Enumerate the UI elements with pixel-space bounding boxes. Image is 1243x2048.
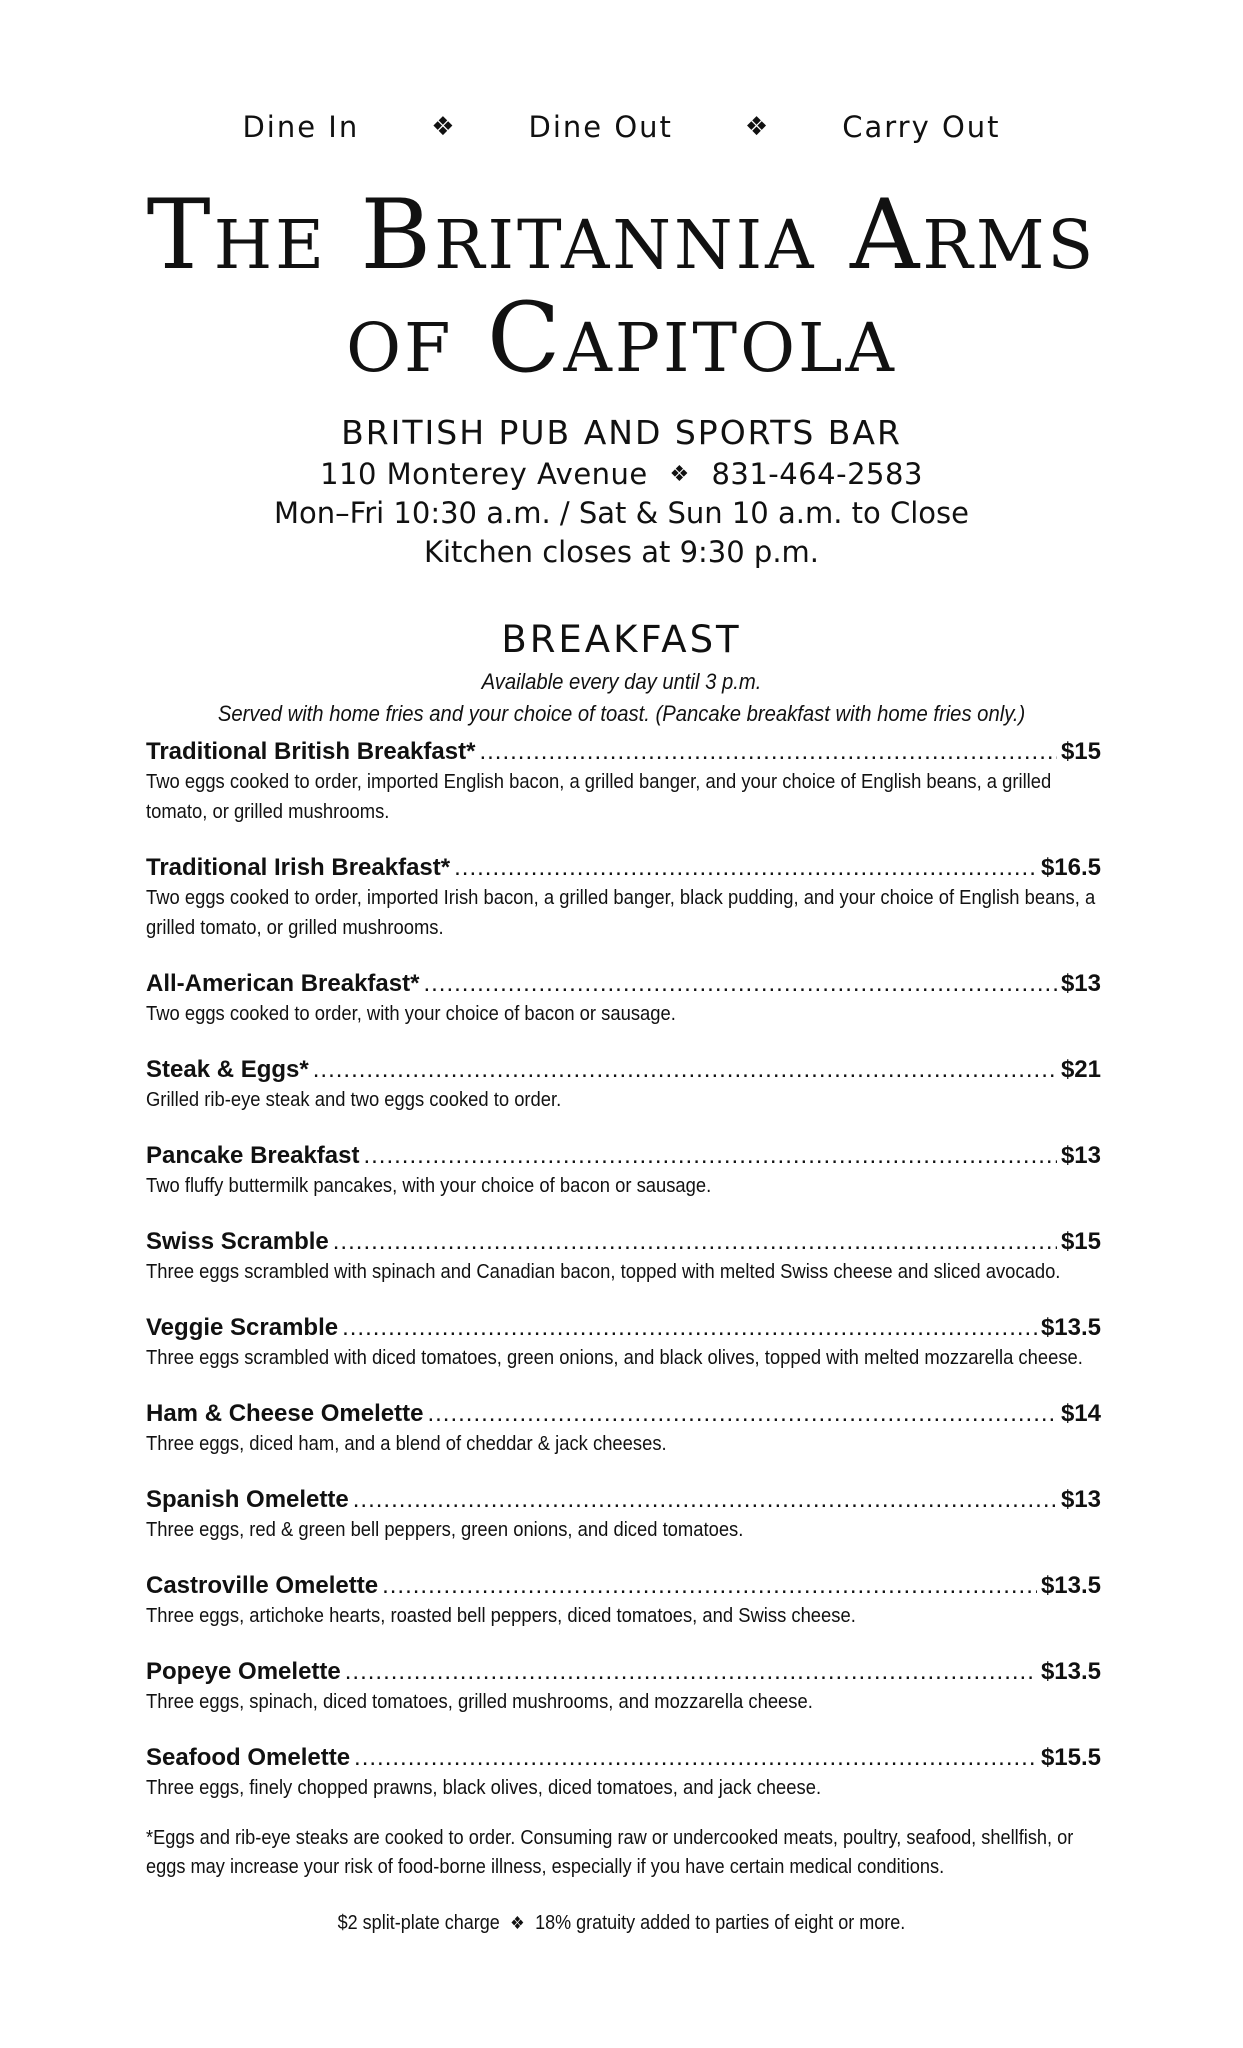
diamond-separator-icon: ❖ [744,112,771,142]
item-name: Traditional Irish Breakfast* [146,854,451,881]
section-note-availability: Available every day until 3 p.m. [481,669,762,694]
service-carry-out: Carry Out [842,110,1001,144]
item-price: $13 [1060,1142,1101,1169]
dot-leader [382,1571,1037,1601]
menu-item [146,1399,1101,1459]
food-safety-disclaimer: *Eggs and rib-eye steaks are cooked to order. Consuming raw or undercooked meats, poultry, seafood, shellfish, or eggs may increase your risk of food-borne illness, especially if you have certain medical conditions. [146,1827,1074,1878]
item-description: Three eggs, artichoke hearts, roasted bell peppers, diced tomatoes, and Swiss cheese. [146,1605,856,1627]
menu-item [146,1227,1101,1287]
item-name: Ham & Cheese Omelette [146,1400,424,1427]
item-price: $13.5 [1040,1572,1101,1599]
item-description: Two eggs cooked to order, imported English bacon, a grilled banger, and your choice of English beans, a grilled tomato, or grilled mushrooms. [146,771,1052,823]
diamond-separator-icon: ❖ [510,1913,525,1933]
item-price: $21 [1060,1056,1101,1083]
item-price: $14 [1060,1400,1101,1427]
split-plate-charge: $2 split-plate charge [337,1912,500,1934]
menu-items [146,737,1101,1829]
dot-leader [454,853,1037,883]
dot-leader [353,1485,1057,1515]
item-name: Seafood Omelette [146,1744,351,1771]
item-name: Spanish Omelette [146,1486,349,1513]
menu-item [146,1141,1101,1201]
service-dine-in: Dine In [242,110,360,144]
dot-leader [427,1399,1057,1429]
item-price: $16.5 [1040,854,1101,881]
item-description: Grilled rib-eye steak and two eggs cooked to order. [146,1089,562,1111]
item-description: Three eggs, finely chopped prawns, black olives, diced tomatoes, and jack cheese. [146,1777,822,1799]
item-description: Three eggs, diced ham, and a blend of cheddar & jack cheeses. [146,1433,667,1455]
item-price: $13.5 [1040,1658,1101,1685]
item-price: $13 [1060,970,1101,997]
item-name: Swiss Scramble [146,1228,329,1255]
dot-leader [354,1743,1037,1773]
restaurant-title-line2: of Capitola [346,282,897,394]
item-price: $15 [1060,1228,1101,1255]
item-name: Popeye Omelette [146,1658,341,1685]
menu-item [146,1743,1101,1803]
address: 110 Monterey Avenue [320,457,648,491]
menu-item [146,1055,1101,1115]
address-line [0,457,1243,491]
item-name: All-American Breakfast* [146,970,420,997]
item-name: Steak & Eggs* [146,1056,309,1083]
menu-item [146,1571,1101,1631]
item-name: Pancake Breakfast [146,1142,360,1169]
section-title: BREAKFAST [501,618,742,661]
dot-leader [363,1141,1056,1171]
item-description: Three eggs scrambled with spinach and Canadian bacon, topped with melted Swiss cheese and sliced avocado. [146,1261,1061,1283]
item-name: Veggie Scramble [146,1314,339,1341]
menu-item [146,1313,1101,1373]
dot-leader [345,1657,1037,1687]
item-description: Three eggs, red & green bell peppers, green onions, and diced tomatoes. [146,1519,744,1541]
footer-charges [62,1912,1181,1935]
dot-leader [313,1055,1057,1085]
item-name: Castroville Omelette [146,1572,379,1599]
dot-leader [479,737,1057,767]
diamond-separator-icon: ❖ [669,462,690,487]
dot-leader [333,1227,1057,1257]
item-description: Three eggs scrambled with diced tomatoes, green onions, and black olives, topped with melted mozzarella cheese. [146,1347,1083,1369]
item-price: $13 [1060,1486,1101,1513]
item-description: Two eggs cooked to order, imported Irish bacon, a grilled banger, black pudding, and your choice of English beans, a grilled tomato, or grilled mushrooms. [146,887,1096,939]
diamond-separator-icon: ❖ [431,112,457,142]
item-description: Three eggs, spinach, diced tomatoes, grilled mushrooms, and mozzarella cheese. [146,1691,813,1713]
kitchen-hours: Kitchen closes at 9:30 p.m. [423,535,820,569]
phone: 831-464-2583 [711,457,923,491]
menu-item [146,853,1101,943]
section-note-sides: Served with home fries and your choice of toast. (Pancake breakfast with home fries only.) [217,701,1026,726]
menu-item [146,1485,1101,1545]
tagline: BRITISH PUB AND SPORTS BAR [341,413,902,452]
item-name: Traditional British Breakfast* [146,738,476,765]
dot-leader [342,1313,1037,1343]
item-description: Two eggs cooked to order, with your choice of bacon or sausage. [146,1003,676,1025]
menu-item [146,1657,1101,1717]
hours: Mon–Fri 10:30 a.m. / Sat & Sun 10 a.m. to Close [274,496,969,530]
item-price: $15 [1060,738,1101,765]
gratuity-note: 18% gratuity added to parties of eight or more. [535,1912,906,1934]
item-description: Two fluffy buttermilk pancakes, with your choice of bacon or sausage. [146,1175,712,1197]
dot-leader [423,969,1057,999]
service-options [0,110,1243,144]
item-price: $13.5 [1040,1314,1101,1341]
item-price: $15.5 [1040,1744,1101,1771]
restaurant-title-line1: The Britannia Arms [146,179,1097,291]
menu-item [146,969,1101,1029]
service-dine-out: Dine Out [528,110,673,144]
menu-item [146,737,1101,827]
